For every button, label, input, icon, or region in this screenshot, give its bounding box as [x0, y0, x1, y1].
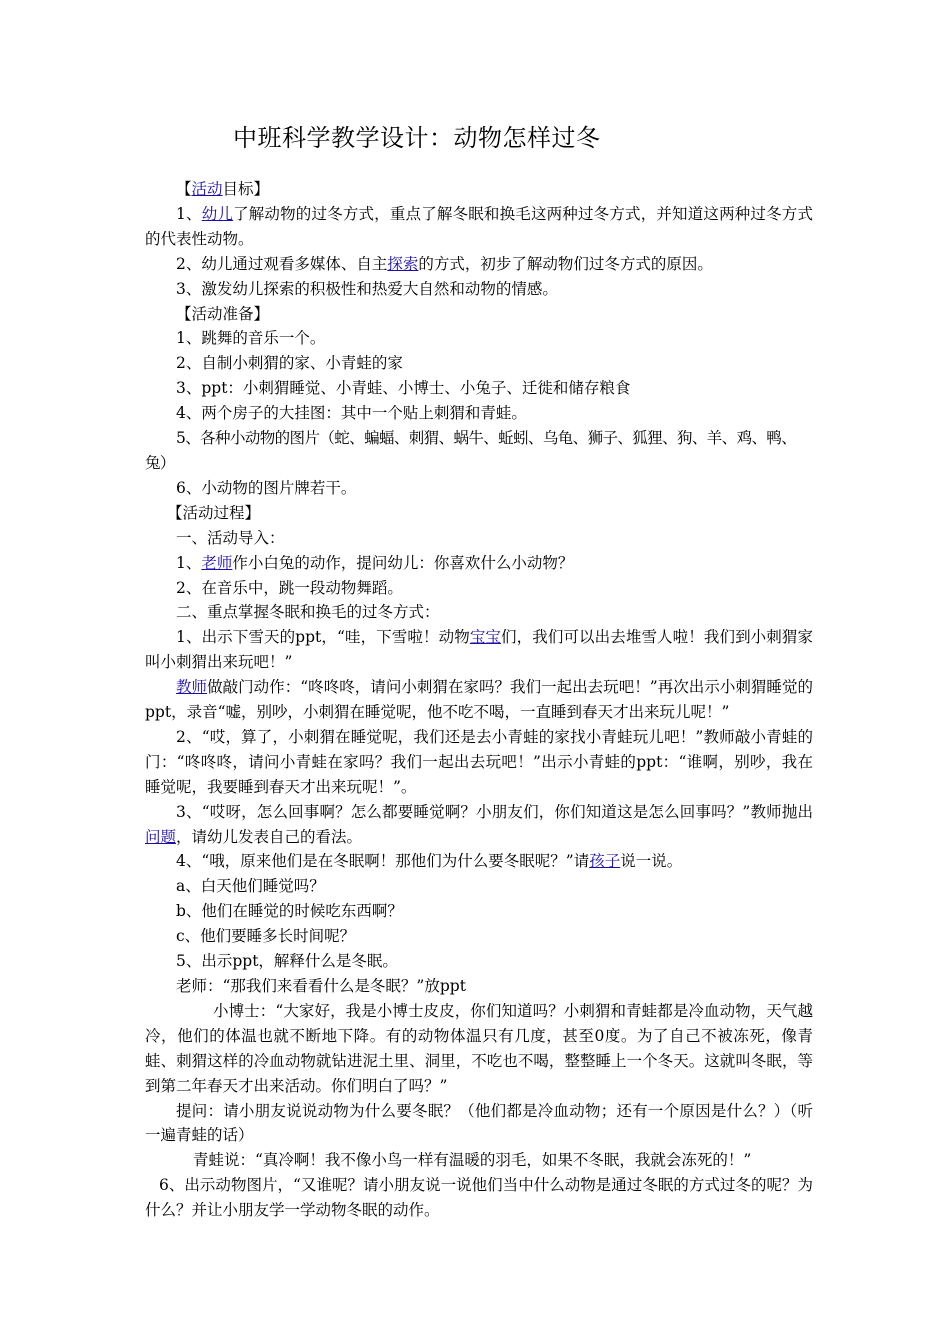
step-2-5: 5、出示ppt，解释什么是冬眠。: [176, 952, 398, 971]
step-2-6: 6、出示动物图片，“又谁呢？请小朋友说一说他们当中什么动物是通过冬眠的方式过冬的呢？为什么？并让小朋友学一学动物冬眠的动作。: [145, 1176, 813, 1220]
frog-line: 青蛙说：“真冷啊！我不像小鸟一样有温暖的羽毛，如果不冬眠，我就会冻死的！”: [193, 1151, 752, 1170]
step-2-3: [145, 800, 813, 850]
link-child[interactable]: 幼儿: [201, 204, 234, 223]
step-text-b: ，请幼儿发表自己的看法。: [176, 827, 363, 846]
step-text-b: 说一说。: [620, 852, 683, 871]
question-b: b、他们在睡觉的时候吃东西啊？: [176, 902, 403, 921]
document-body: [145, 177, 813, 1223]
prep-item: 1、跳舞的音乐一个。: [176, 329, 326, 348]
step-2-2: 2、“哎，算了，小刺猬在睡觉呢，我们还是去小青蛙的家找小青蛙玩儿吧！”教师敲小青蛙的门：“咚咚咚，请问小青蛙在家吗？我们一起出去玩吧！”出示小青蛙的ppt：“谁啊，别吵，我在睡觉呢，我要睡到春天才出来玩呢！”。: [145, 727, 813, 796]
heading-text: 目标】: [222, 180, 270, 198]
question-line: 提问：请小朋友说说动物为什么要冬眠？（他们都是冷血动物；还有一个原因是什么？）（听一遍青蛙的话）: [145, 1101, 813, 1145]
prep-item: 2、自制小刺猬的家、小青蛙的家: [176, 354, 403, 373]
step-heading-2: 二、重点掌握冬眠和换毛的过冬方式：: [176, 603, 440, 622]
step-heading-1: 一、活动导入：: [176, 528, 285, 547]
goal-3: 3、激发幼儿探索的积极性和热爱大自然和动物的情感。: [176, 279, 558, 298]
question-a: a、白天他们睡觉吗？: [176, 877, 325, 896]
step-text: 作小白兔的动作，提问幼儿：你喜欢什么小动物？: [232, 553, 574, 572]
question-c: c、他们要睡多长时间呢？: [176, 927, 356, 946]
link-educator[interactable]: 教师: [176, 678, 208, 697]
prep-item: 6、小动物的图片牌若干。: [176, 478, 357, 497]
step-2-1: [145, 625, 813, 675]
link-teacher[interactable]: 老师: [201, 553, 233, 572]
goal-2-text-a: 2、幼儿通过观看多媒体、自主: [176, 254, 388, 273]
goal-2-text-b: 的方式，初步了解动物们过冬方式的原因。: [418, 254, 713, 273]
goal-2: [145, 252, 813, 277]
link-activity[interactable]: 活动: [191, 180, 223, 198]
step-2-1b: [145, 675, 813, 725]
step-text-b: 们，我们可以出去堆雪人啦！我们到小刺猬家叫小刺猬出来玩吧！”: [145, 628, 813, 672]
goal-1: [145, 202, 813, 252]
link-explore[interactable]: 探索: [387, 254, 419, 273]
step-number: 1、: [176, 553, 202, 572]
prep-item: 4、两个房子的大挂图：其中一个贴上刺猬和青蛙。: [176, 404, 527, 423]
step-text-a: 1、出示下雪天的ppt，“哇，下雪啦！动物: [176, 628, 470, 647]
bracket-open: 【: [176, 180, 192, 198]
step-text-a: 4、“哦，原来他们是在冬眠啊！那他们为什么要冬眠呢？”请: [176, 852, 590, 871]
link-question[interactable]: 问题: [145, 827, 177, 846]
section-heading-process: 【活动过程】: [167, 503, 261, 522]
teacher-line: 老师：“那我们来看看什么是冬眠？”放ppt: [176, 977, 466, 995]
document-title: 中班科学教学设计：动物怎样过冬: [233, 124, 601, 152]
goal-1-number: 1、: [176, 204, 202, 223]
section-heading-goal: [145, 177, 813, 202]
doctor-line: 小博士：“大家好，我是小博士皮皮，你们知道吗？小刺猬和青蛙都是冷血动物，天气越冷，他们的体温也就不断地下降。有的动物体温只有几度，甚至0度。为了自己不被冻死，像青蛙、刺猬这样的冷血动物就钻进泥土里、洞里，不吃也不喝，整整睡上一个冬天。这就叫冬眠，等到第二年春天才出来活动。你们明白了吗？”: [145, 1001, 813, 1095]
goal-1-text: 了解动物的过冬方式，重点了解冬眠和换毛这两种过冬方式，并知道这两种过冬方式的代表性动物。: [145, 204, 813, 248]
link-baby[interactable]: 宝宝: [469, 628, 502, 647]
step-2-4: [145, 849, 813, 874]
prep-item: 5、各种小动物的图片（蛇、蝙蝠、刺猬、蜗牛、蚯蚓、乌龟、狮子、狐狸、狗、羊、鸡、鸭、兔）: [145, 429, 797, 472]
prep-item: 3、ppt：小刺猬睡觉、小青蛙、小博士、小兔子、迁徙和储存粮食: [176, 379, 631, 398]
step-1-1: [145, 551, 813, 576]
section-heading-prep: 【活动准备】: [176, 304, 270, 323]
link-kids[interactable]: 孩子: [589, 852, 621, 871]
step-text-a: 3、“哎呀，怎么回事啊？怎么都要睡觉啊？小朋友们，你们知道这是怎么回事吗？”教师抛出: [176, 802, 813, 821]
step-1-2: 2、在音乐中，跳一段动物舞蹈。: [176, 578, 403, 597]
step-text: 做敲门动作：“咚咚咚，请问小刺猬在家吗？我们一起出去玩吧！”再次出示小刺猬睡觉的ppt，录音“嘘，别吵，小刺猬在睡觉呢，他不吃不喝，一直睡到春天才出来玩儿呢！”: [145, 678, 813, 722]
